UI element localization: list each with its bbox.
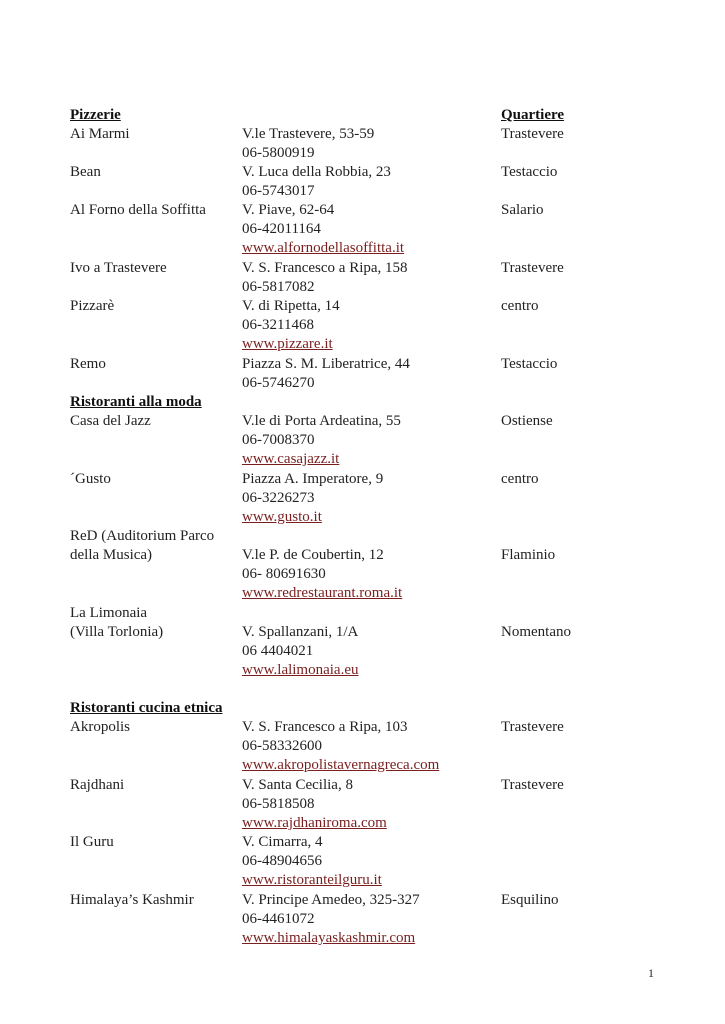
restaurant-address: V. Cimarra, 4 <box>242 834 323 850</box>
restaurant-name: Bean <box>70 164 101 180</box>
restaurant-name: Ivo a Trastevere <box>70 260 167 276</box>
restaurant-phone: 06-3211468 <box>242 317 314 333</box>
restaurant-address: V. Principe Amedeo, 325-327 <box>242 892 420 908</box>
restaurant-name: Il Guru <box>70 834 114 850</box>
restaurant-phone: 06-58332600 <box>242 738 322 754</box>
restaurant-name-line1: La Limonaia <box>70 605 148 621</box>
restaurant-website-link[interactable]: www.rajdhaniroma.com <box>242 815 387 831</box>
restaurant-address: V.le di Porta Ardeatina, 55 <box>242 413 401 429</box>
restaurant-district: Trastevere <box>501 126 564 142</box>
restaurant-district: centro <box>501 471 539 487</box>
restaurant-address: V.le P. de Coubertin, 12 <box>242 547 384 563</box>
restaurant-district: Flaminio <box>501 547 556 563</box>
section-heading-moda: Ristoranti alla moda <box>70 394 202 410</box>
restaurant-phone: 06-3226273 <box>242 490 315 506</box>
restaurant-phone: 06-7008370 <box>242 432 315 448</box>
restaurant-name: Remo <box>70 356 106 372</box>
restaurant-phone: 06-5818508 <box>242 796 315 812</box>
restaurant-district: centro <box>501 298 539 314</box>
restaurant-website-link[interactable]: www.alfornodellasoffitta.it <box>242 240 405 256</box>
section-heading-etnica: Ristoranti cucina etnica <box>70 700 223 716</box>
restaurant-address: V. Spallanzani, 1/A <box>242 624 359 640</box>
page-number: 1 <box>648 966 654 980</box>
restaurant-website-link[interactable]: www.casajazz.it <box>242 451 340 467</box>
restaurant-phone: 06-5817082 <box>242 279 315 295</box>
restaurant-name-line2: della Musica) <box>70 547 153 563</box>
restaurant-phone: 06-48904656 <box>242 853 322 869</box>
restaurant-website-link[interactable]: www.gusto.it <box>242 509 322 525</box>
restaurant-name: Al Forno della Soffitta <box>70 202 206 218</box>
restaurant-website-link[interactable]: www.pizzare.it <box>242 336 333 352</box>
restaurant-address: V. di Ripetta, 14 <box>242 298 340 314</box>
restaurant-phone: 06-42011164 <box>242 221 321 237</box>
restaurant-district: Trastevere <box>501 777 564 793</box>
restaurant-phone: 06-4461072 <box>242 911 315 927</box>
restaurant-name: Akropolis <box>70 719 130 735</box>
restaurant-name: Casa del Jazz <box>70 413 151 429</box>
restaurant-address: V. Santa Cecilia, 8 <box>242 777 353 793</box>
restaurant-district: Testaccio <box>501 164 558 180</box>
restaurant-phone: 06-5746270 <box>242 375 315 391</box>
column-heading-quartiere: Quartiere <box>501 107 565 123</box>
restaurant-address: V. Luca della Robbia, 23 <box>242 164 391 180</box>
restaurant-phone: 06-5800919 <box>242 145 315 161</box>
restaurant-district: Nomentano <box>501 624 571 640</box>
restaurant-district: Esquilino <box>501 892 559 908</box>
restaurant-phone: 06- 80691630 <box>242 566 326 582</box>
restaurant-name-line2: (Villa Torlonia) <box>70 624 164 640</box>
restaurant-website-link[interactable]: www.akropolistavernagreca.com <box>242 757 440 773</box>
restaurant-name: Pizzarè <box>70 298 115 314</box>
restaurant-phone: 06-5743017 <box>242 183 315 199</box>
restaurant-district: Salario <box>501 202 544 218</box>
restaurant-name: Himalaya’s Kashmir <box>70 892 194 908</box>
restaurant-address: Piazza S. M. Liberatrice, 44 <box>242 356 410 372</box>
restaurant-address: V. Piave, 62-64 <box>242 202 335 218</box>
restaurant-website-link[interactable]: www.himalayaskashmir.com <box>242 930 416 946</box>
restaurant-name: Ai Marmi <box>70 126 130 142</box>
restaurant-address: V.le Trastevere, 53-59 <box>242 126 375 142</box>
restaurant-district: Ostiense <box>501 413 553 429</box>
restaurant-website-link[interactable]: www.ristoranteilguru.it <box>242 872 382 888</box>
restaurant-phone: 06 4404021 <box>242 643 314 659</box>
restaurant-name-line1: ReD (Auditorium Parco <box>70 528 215 544</box>
restaurant-district: Trastevere <box>501 719 564 735</box>
restaurant-name: Rajdhani <box>70 777 125 793</box>
restaurant-address: V. S. Francesco a Ripa, 158 <box>242 260 408 276</box>
restaurant-address: V. S. Francesco a Ripa, 103 <box>242 719 408 735</box>
restaurant-district: Testaccio <box>501 356 558 372</box>
restaurant-district: Trastevere <box>501 260 564 276</box>
restaurant-address: Piazza A. Imperatore, 9 <box>242 471 384 487</box>
restaurant-website-link[interactable]: www.lalimonaia.eu <box>242 662 359 678</box>
restaurant-website-link[interactable]: www.redrestaurant.roma.it <box>242 585 403 601</box>
section-heading-pizzerie: Pizzerie <box>70 107 121 123</box>
restaurant-name: ´Gusto <box>70 471 111 487</box>
